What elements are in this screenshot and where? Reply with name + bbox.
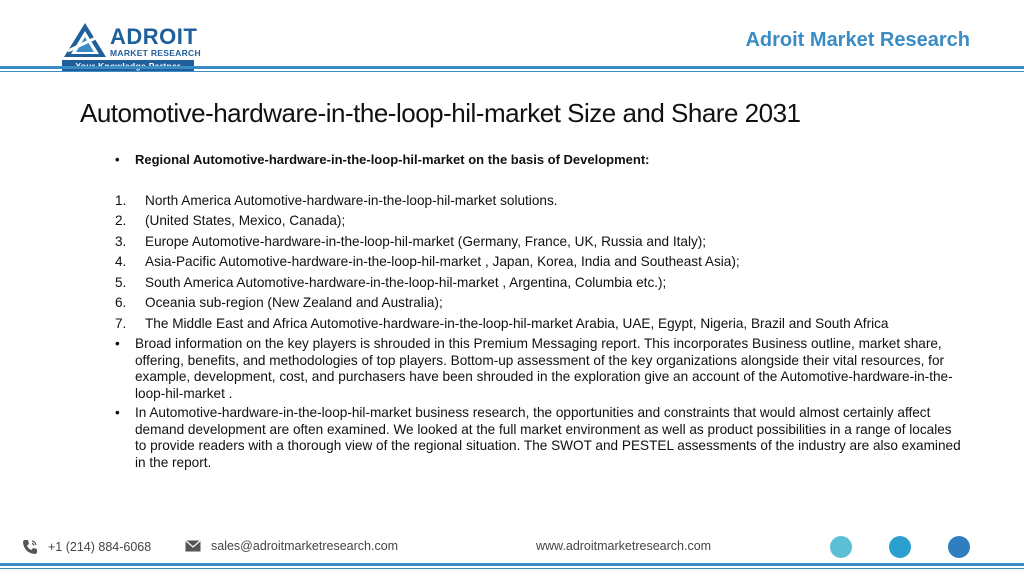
email-address: sales@adroitmarketresearch.com (211, 539, 399, 553)
phone-number: +1 (214) 884-6068 (48, 540, 152, 554)
decorative-circle-3 (948, 536, 970, 558)
logo-subtitle: MARKET RESEARCH (110, 48, 201, 58)
footer-divider (0, 563, 1024, 566)
footer-phone (22, 539, 151, 555)
phone-icon (22, 539, 38, 555)
footer-divider-thin (0, 568, 1024, 569)
list-item (115, 316, 965, 333)
logo-name: ADROIT (110, 24, 198, 49)
paragraph-text: Broad information on the key players is shrouded in this Premium Messaging report. This incorporates Business outline, market share, offering, benefits, and methodologies of top players. Bottom-up assessment of the key organizations alongside their vital resources, for example, development, cost, and purchasers have been shrouded in the exploration give an account of the Automotive-hardware-in-the-loop-hil-market . (135, 336, 953, 401)
list-number: 7. (115, 315, 127, 331)
list-number: 6. (115, 295, 127, 310)
list-item (115, 275, 965, 292)
decorative-circle-1 (830, 536, 852, 558)
bullet-icon: • (115, 336, 120, 351)
decorative-circle-2 (889, 536, 911, 558)
mail-icon (185, 540, 201, 552)
website-url: www.adroitmarketresearch.com (536, 539, 712, 553)
bullet-icon: • (115, 405, 120, 420)
header-divider (0, 66, 1024, 69)
logo-triangle-icon (62, 21, 108, 59)
list-item (115, 234, 965, 251)
list-number: 5. (115, 274, 127, 290)
list-item (115, 295, 965, 312)
list-item (115, 254, 965, 271)
paragraph-text: In Automotive-hardware-in-the-loop-hil-market business research, the opportunities and constraints that would almost certainly affect demand development are often examined. We looked at the full market environment as well as product possibilities in a range of locales to provide readers with a thorough view of the regional situation. The SWOT and PESTEL assessments of the industry are also examined in the report. (135, 405, 961, 470)
paragraph-key-players (115, 336, 965, 402)
region-list (115, 193, 965, 333)
list-item-text: North America Automotive-hardware-in-the-loop-hil-market solutions. (145, 192, 558, 208)
header-divider-thin (0, 71, 1024, 72)
list-item-text: South America Automotive-hardware-in-the-loop-hil-market , Argentina, Columbia etc.); (145, 274, 667, 290)
list-item-text: Asia-Pacific Automotive-hardware-in-the-loop-hil-market , Japan, Korea, India and Southeast Asia); (145, 254, 740, 269)
list-item-text: (United States, Mexico, Canada); (145, 213, 346, 228)
list-item-text: Oceania sub-region (New Zealand and Australia); (145, 295, 443, 310)
bullet-icon: • (115, 152, 120, 167)
page-title: Automotive-hardware-in-the-loop-hil-market Size and Share 2031 (80, 98, 801, 128)
list-item (115, 213, 965, 230)
section-heading-text: Regional Automotive-hardware-in-the-loop-hil-market on the basis of Development: (135, 152, 650, 167)
section-heading (115, 152, 965, 169)
list-number: 2. (115, 213, 127, 228)
paragraph-business-research (115, 405, 965, 471)
list-number: 1. (115, 192, 127, 208)
list-number: 4. (115, 254, 127, 269)
list-item-text: Europe Automotive-hardware-in-the-loop-hil-market (Germany, France, UK, Russia and Italy); (145, 233, 707, 249)
slide-content (115, 152, 965, 474)
footer (0, 537, 1024, 559)
list-number: 3. (115, 233, 127, 249)
list-item (115, 193, 965, 210)
brand-name: Adroit Market Research (745, 29, 970, 51)
footer-email (185, 539, 398, 553)
list-item-text: The Middle East and Africa Automotive-hardware-in-the-loop-hil-market Arabia, UAE, Egypt, Nigeria, Brazil and South Africa (145, 315, 889, 331)
